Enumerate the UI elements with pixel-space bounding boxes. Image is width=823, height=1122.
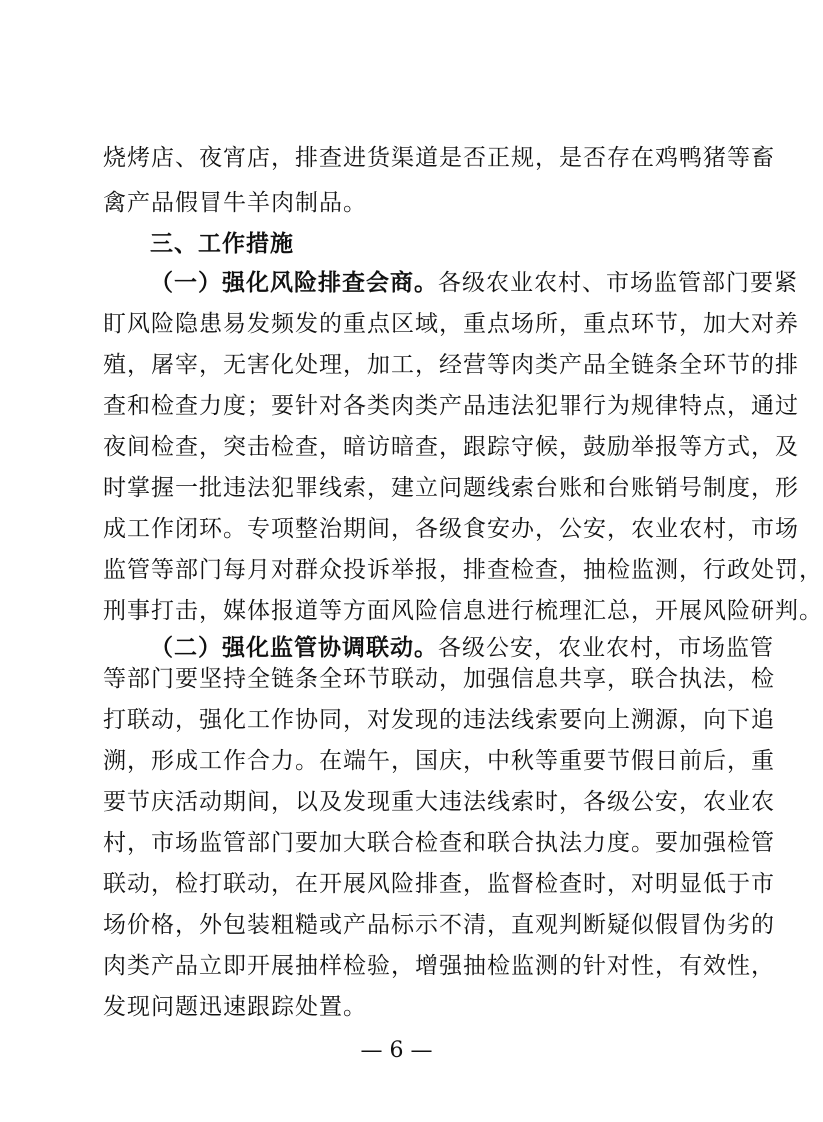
subsection-text-2: 各级公安，农业农村，市场监管 <box>438 635 774 661</box>
body-line-12: 刑事打击，媒体报道等方面风险信息进行梳理汇总，开展风险研判。 <box>103 598 823 624</box>
subsection-line-1 <box>150 268 798 298</box>
body-line-22: 发现问题迅速跟踪处置。 <box>103 994 367 1020</box>
body-line-17: 要节庆活动期间，以及发现重大违法线索时，各级公安，农业农 <box>103 789 775 815</box>
body-line-9: 时掌握一批违法犯罪线索，建立问题线索台账和台账销号制度，形 <box>103 475 799 501</box>
section-heading: 三、工作措施 <box>150 231 294 257</box>
body-line-14: 等部门要坚持全链条全环节联动，加强信息共享，联合执法，检 <box>103 666 775 692</box>
body-line-8: 夜间检查，突击检查，暗访暗查，跟踪守候，鼓励举报等方式，及 <box>103 434 799 460</box>
body-line-15: 打联动，强化工作协同，对发现的违法线索要向上溯源，向下追 <box>103 707 775 733</box>
body-line-1: 烧烤店、夜宵店，排查进货渠道是否正规，是否存在鸡鸭猪等畜 <box>103 145 775 171</box>
subsection-text-1: 各级农业农村、市场监管部门要紧 <box>438 270 798 296</box>
body-line-10: 成工作闭环。专项整治期间，各级食安办，公安，农业农村，市场 <box>103 516 799 542</box>
body-line-5: 盯风险隐患易发频发的重点区域，重点场所，重点环节，加大对养 <box>103 311 799 337</box>
body-line-11: 监管等部门每月对群众投诉举报，排查检查，抽检监测，行政处罚， <box>103 557 823 583</box>
body-line-6: 殖，屠宰，无害化处理，加工，经营等肉类产品全链条全环节的排 <box>103 352 799 378</box>
subsection-title-1: （一）强化风险排查会商。 <box>150 269 438 296</box>
body-line-7: 查和检查力度；要针对各类肉类产品违法犯罪行为规律特点，通过 <box>103 393 799 419</box>
subsection-line-2 <box>150 633 774 663</box>
page-number: — 6 — <box>360 1038 433 1063</box>
body-line-2: 禽产品假冒牛羊肉制品。 <box>103 190 367 216</box>
subsection-title-2: （二）强化监管协调联动。 <box>150 634 438 661</box>
body-line-21: 肉类产品立即开展抽样检验，增强抽检监测的针对性，有效性， <box>103 953 775 979</box>
body-line-20: 场价格，外包装粗糙或产品标示不清，直观判断疑似假冒伪劣的 <box>103 912 775 938</box>
body-line-19: 联动，检打联动，在开展风险排查，监督检查时，对明显低于市 <box>103 871 775 897</box>
body-line-18: 村，市场监管部门要加大联合检查和联合执法力度。要加强检管 <box>103 830 775 856</box>
body-line-16: 溯，形成工作合力。在端午，国庆，中秋等重要节假日前后，重 <box>103 748 775 774</box>
